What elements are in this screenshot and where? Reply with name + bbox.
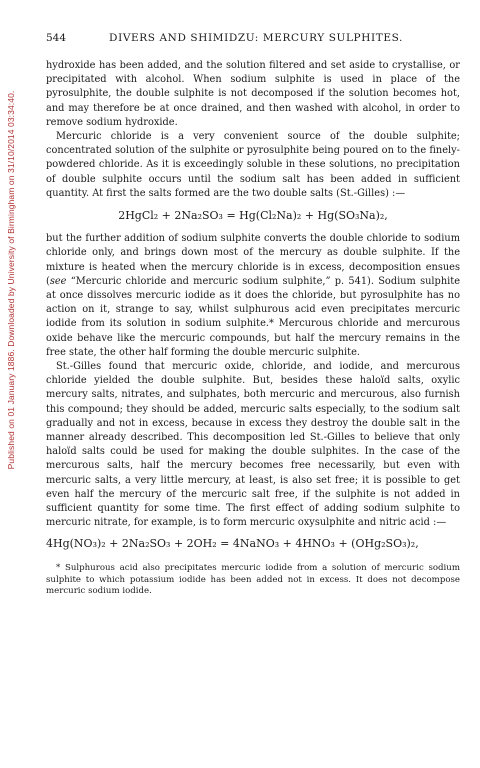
running-head: DIVERS AND SHIMIDZU: MERCURY SULPHITES. — [109, 32, 403, 44]
see-reference: see — [49, 275, 67, 287]
body-text — [46, 59, 460, 598]
paragraph-3 — [46, 232, 460, 360]
page-number: 544 — [46, 32, 67, 44]
paragraph-2: Mercuric chloride is a very convenient source of the double sulphite; concentrated solution of the sulphite or pyrosulphite being poured on to the finely-powdered chloride. As it is exceedingly soluble in these solutions, no precipitation of double sulphite occurs until the sodium salt has been added in sufficient quantity. At first the salts formed are the two double salts (St.-Gilles) :— — [46, 131, 460, 199]
download-stamp — [4, 40, 18, 520]
paragraph-1: hydroxide has been added, and the solution filtered and set aside to crystallise, or precipitated with alcohol. When sodium sulphite is used in place of the pyrosulphite, the double sulphite is not decomposed if the solution becomes hot, and may therefore be at once drained, and then washed with alcohol, in order to remove sodium hydroxide. — [46, 60, 460, 128]
page-header — [46, 32, 466, 46]
equation-1: 2HgCl₂ + 2Na₂SO₃ = Hg(Cl₂Na)₂ + Hg(SO₃Na)₂, — [118, 209, 388, 223]
download-stamp-text: Published on 01 January 1886. Downloaded by University of Birmingham on 31/10/2014 03:34:40. — [6, 90, 16, 470]
paragraph-3-part-1: but the further addition of sodium sulphite converts the double chloride to sodium chloride only, and brings down most of the mercury as double sulphite. If the mixture is heated when the mercury chloride is in excess, decomposition ensues ( — [46, 233, 460, 287]
equation-2: 4Hg(NO₃)₂ + 2Na₂SO₃ + 2OH₂ = 4NaNO₃ + 4HNO₃ + (OHg₂SO₃)₂, — [46, 536, 419, 550]
footnote: * Sulphurous acid also precipitates mercuric iodide from a solution of mercuric sodium sulphite to which potassium iodide has been added not in excess. It does not decompose mercuric sodium iodide. — [46, 562, 460, 597]
paragraph-4: St.-Gilles found that mercuric oxide, chloride, and iodide, and mercurous chloride yielded the double sulphite. But, besides these haloïd salts, oxylic mercury salts, nitrates, and sulphates, both mercuric and mercurous, also furnish this compound; they should be added, mercuric salts especially, to the sodium salt gradually and not in excess, because in excess they destroy the double salt in the manner already described. This decomposition led St.-Gilles to believe that only haloïd salts could be used for making the double sulphites. In the case of the mercurous salts, half the mercury becomes free necessarily, but even with mercuric salts, a very little mercury, at least, is also set free; it is possible to get even half the mercury of the mercuric salt free, if the sulphite is not added in sufficient quantity for some time. The first effect of adding sodium sulphite to mercuric nitrate, for example, is to form mercuric oxysulphite and nitric acid :— — [46, 361, 460, 529]
paragraph-3-part-2: “Mercuric chloride and mercuric sodium sulphite,” p. 541). Sodium sulphite at once dissolves mercuric iodide as it does the chloride, but pyrosulphite has no action on it, strange to say, whilst sulphurous acid even precipitates mercuric iodide from its solution in sodium sulphite.* Mercurous chloride and mercurous oxide behave like the mercuric compounds, but half the mercury remains in the free state, the other half forming the double mercuric sulphite. — [46, 275, 460, 358]
